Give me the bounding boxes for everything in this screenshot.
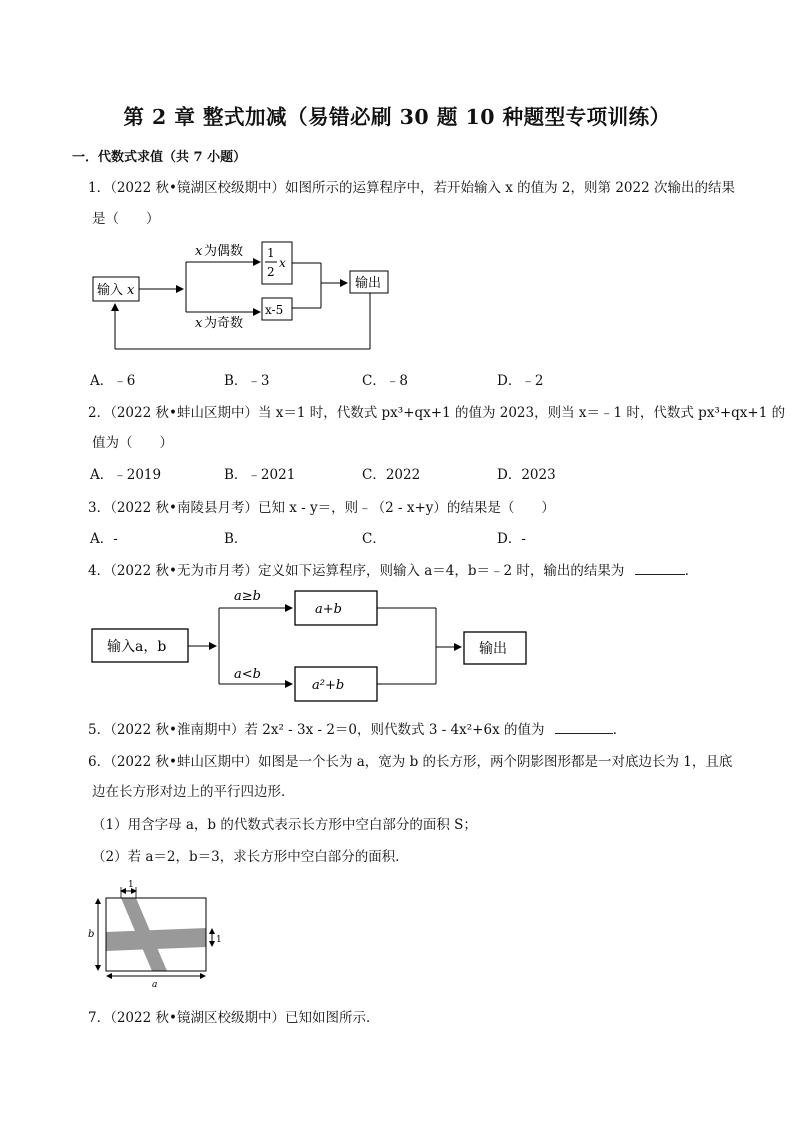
- option-d[interactable]: D．-: [497, 531, 526, 547]
- svg-text:x-5: x-5: [265, 303, 284, 317]
- svg-text:1: 1: [128, 880, 134, 890]
- question-2-text: 2．（2022 秋•蚌山区期中）当 x＝1 时，代数式 px³+qx+1 的值为 2023，则当 x＝﹣1 时，代数式 px³+qx+1 的: [88, 405, 786, 421]
- svg-text:输出: 输出: [479, 641, 507, 657]
- svg-text:x: x: [279, 256, 286, 270]
- question-7-text: 7．（2022 秋•镜湖区校级期中）已知如图所示．: [88, 1010, 380, 1026]
- svg-text:a: a: [152, 980, 158, 990]
- even-label: 为偶数: [204, 244, 244, 259]
- option-a[interactable]: A．﹣6: [90, 373, 136, 389]
- option-a[interactable]: A．﹣2019: [90, 467, 162, 483]
- svg-text:a²+b: a²+b: [312, 678, 345, 693]
- question-5-text: 5．（2022 秋•淮南期中）若 2x² - 3x - 2＝0，则代数式 3 - 4x²+6x 的值为 ．: [88, 722, 627, 738]
- question-4-text: 4．（2022 秋•无为市月考）定义如下运算程序，则输入 a＝4，b＝﹣2 时，输出的结果为 ．: [88, 563, 699, 579]
- question-3-text: 3．（2022 秋•南陵县月考）已知 x - y＝，则﹣（2 - x+y）的结果是（ ）: [88, 500, 555, 516]
- question-6-sub-2: （2）若 a＝2，b＝3，求长方形中空白部分的面积．: [92, 849, 409, 865]
- svg-text:x: x: [127, 283, 135, 298]
- question-1-text: 1．（2022 秋•镜湖区校级期中）如图所示的运算程序中，若开始输入 x 的值为 2，则第 2022 次输出的结果: [88, 180, 735, 196]
- question-1-text-cont: 是（ ）: [92, 211, 160, 227]
- option-c[interactable]: C．﹣8: [362, 373, 408, 389]
- q1-flowchart: [90, 236, 400, 354]
- option-b[interactable]: B．: [224, 531, 248, 547]
- option-b[interactable]: B．﹣3: [224, 373, 270, 389]
- svg-text:输出: 输出: [355, 276, 382, 291]
- svg-text:b: b: [88, 929, 95, 940]
- section-heading: 一．代数式求值（共 7 小题）: [72, 150, 247, 165]
- question-2-text-cont: 值为（ ）: [92, 435, 173, 451]
- answer-blank[interactable]: [635, 562, 685, 575]
- question-6-text: 6．（2022 秋•蚌山区期中）如图是一个长为 a，宽为 b 的长方形，两个阴影图形都是一对底边长为 1，且底: [88, 754, 733, 770]
- q6-rectangle-figure: [86, 879, 226, 991]
- option-c[interactable]: C．2022: [362, 467, 421, 483]
- svg-text:输入a，b: 输入a，b: [107, 639, 167, 655]
- svg-text:a+b: a+b: [315, 602, 342, 617]
- svg-text:a≥b: a≥b: [234, 589, 261, 604]
- option-a[interactable]: A．-: [90, 531, 118, 547]
- odd-label: 为奇数: [204, 316, 244, 331]
- answer-blank[interactable]: [555, 721, 613, 734]
- question-6-sub-1: （1）用含字母 a，b 的代数式表示长方形中空白部分的面积 S；: [92, 817, 477, 833]
- page-title: 第 2 章 整式加减（易错必刷 30 题 10 种题型专项训练）: [123, 105, 671, 129]
- option-c[interactable]: C．: [362, 531, 386, 547]
- svg-text:1: 1: [216, 935, 222, 945]
- option-d[interactable]: D．2023: [497, 467, 556, 483]
- question-6-text-cont: 边在长方形对边上的平行四边形．: [92, 784, 295, 800]
- svg-text:x: x: [195, 244, 203, 259]
- svg-text:x: x: [195, 316, 203, 331]
- option-b[interactable]: B．﹣2021: [224, 467, 296, 483]
- option-d[interactable]: D．﹣2: [497, 373, 544, 389]
- svg-text:2: 2: [267, 265, 275, 279]
- q4-flowchart: [90, 586, 530, 704]
- svg-text:1: 1: [267, 246, 275, 260]
- svg-text:a<b: a<b: [234, 667, 261, 682]
- input-label: 输入: [97, 283, 124, 298]
